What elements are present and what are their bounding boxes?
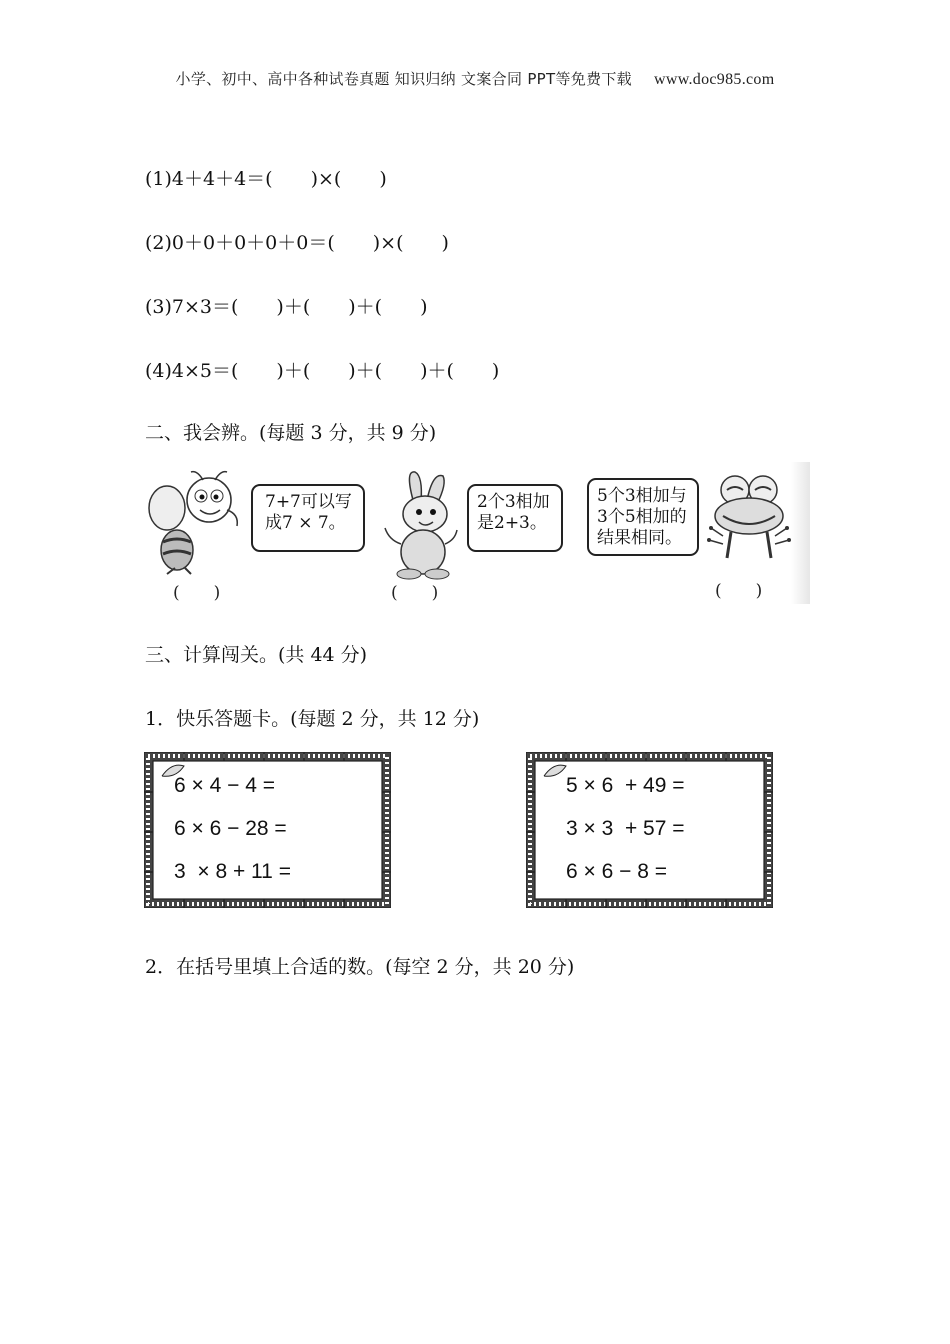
frog-icon <box>701 468 797 568</box>
part3-title: 三、计算闯关。(共 44 分) <box>145 644 368 666</box>
bubble-1-line-2: 成7 × 7。 <box>265 513 346 533</box>
card-right-expr-3: 6 × 6 − 8 = <box>566 860 668 883</box>
bee-icon <box>145 470 245 575</box>
q2-title: 2．在括号里填上合适的数。(每空 2 分，共 20 分) <box>145 956 575 978</box>
answer-card-left <box>144 752 391 908</box>
bubble-1-line-1: 7+7可以写 <box>265 492 352 512</box>
bubble-3-line-1: 5个3相加与 <box>597 486 687 506</box>
page-header <box>0 68 950 89</box>
part1-item-4: (4)4×5＝( )＋( )＋( )＋( ) <box>145 360 500 382</box>
part2-title: 二、我会辨。(每题 3 分，共 9 分) <box>145 422 437 444</box>
bubble-1 <box>251 484 365 552</box>
card-left-expr-2: 6 × 6 − 28 = <box>174 817 287 840</box>
bubble-2 <box>467 484 563 552</box>
bubble-2-line-2: 是2+3。 <box>477 513 547 533</box>
page-edge-shadow <box>791 462 810 604</box>
card-left-expr-3: 3 × 8 + 11 = <box>174 860 291 883</box>
card-right-expr-1: 5 × 6 + 49 = <box>566 774 685 797</box>
judge-strip <box>145 462 810 604</box>
part1-item-2: (2)0＋0＋0＋0＋0＝( )×( ) <box>145 232 449 254</box>
q1-title: 1．快乐答题卡。(每题 2 分，共 12 分) <box>145 708 480 730</box>
answer-blank-3[interactable]: ( ) <box>715 581 763 601</box>
answer-blank-2[interactable]: ( ) <box>391 583 439 603</box>
bubble-2-line-1: 2个3相加 <box>477 492 550 512</box>
part1-item-3: (3)7×3＝( )＋( )＋( ) <box>145 296 428 318</box>
rabbit-icon <box>375 470 465 582</box>
part1-item-1: (1)4＋4＋4＝( )×( ) <box>145 168 387 190</box>
header-text: 小学、初中、高中各种试卷真题 知识归纳 文案合同 PPT等免费下载 <box>175 70 632 88</box>
answer-card-right <box>526 752 773 908</box>
bubble-3 <box>587 478 699 556</box>
bubble-3-line-2: 3个5相加的 <box>597 507 687 527</box>
answer-blank-1[interactable]: ( ) <box>173 583 221 603</box>
bubble-3-line-3: 结果相同。 <box>597 528 682 548</box>
card-left-expr-1: 6 × 4 − 4 = <box>174 774 276 797</box>
card-right-expr-2: 3 × 3 + 57 = <box>566 817 685 840</box>
header-site: www.doc985.com <box>653 71 775 88</box>
